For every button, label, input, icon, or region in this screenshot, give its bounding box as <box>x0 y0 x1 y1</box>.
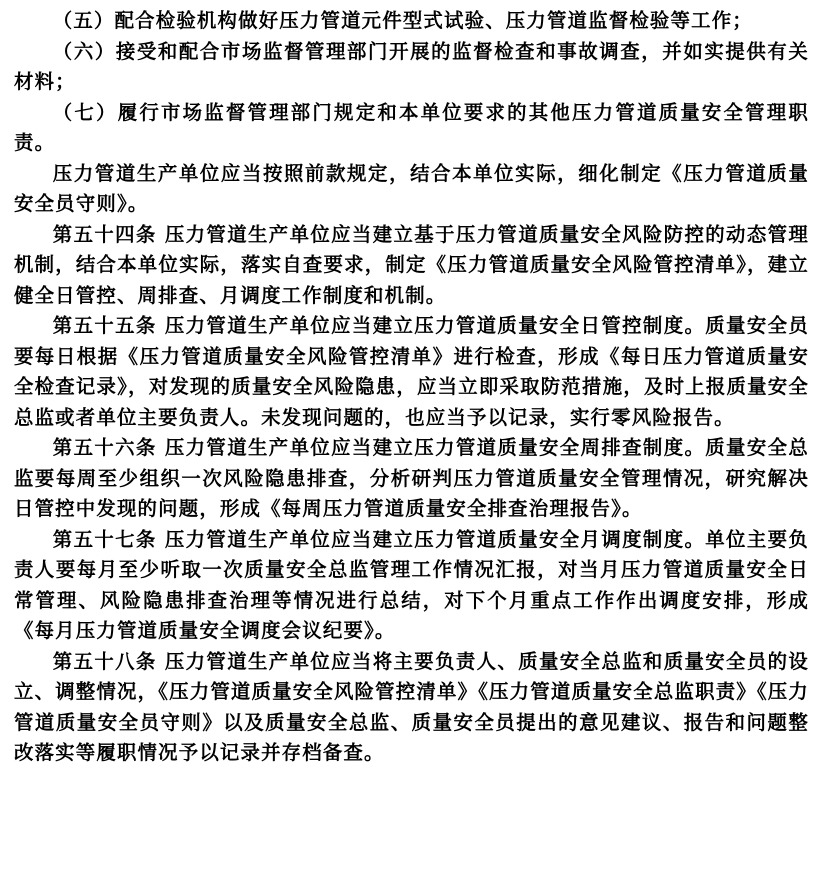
article-58: 第五十八条 压力管道生产单位应当将主要负责人、质量安全总监和质量安全员的设立、调整情况，《压力管道质量安全风险管控清单》《压力管道质量安全总监职责》《压力管道质量安全员守则》以及质量安全总监、质量安全员提出的意见建议、报告和问题整改落实等履职情况予以记录并存档备查。 <box>14 649 809 764</box>
article-54: 第五十四条 压力管道生产单位应当建立基于压力管道质量安全风险防控的动态管理机制，结合本单位实际，落实自查要求，制定《压力管道质量安全风险管控清单》，建立健全日管控、周排查、月调度工作制度和机制。 <box>14 222 809 307</box>
paragraph-item-6: （六）接受和配合市场监督管理部门开展的监督检查和事故调查，并如实提供有关材料； <box>14 39 809 93</box>
paragraph-item-5: （五）配合检验机构做好压力管道元件型式试验、压力管道监督检验等工作； <box>52 9 753 32</box>
paragraph-detail-rule: 压力管道生产单位应当按照前款规定，结合本单位实际，细化制定《压力管道质量安全员守则》。 <box>14 161 809 215</box>
article-57: 第五十七条 压力管道生产单位应当建立压力管道质量安全月调度制度。单位主要负责人要每月至少听取一次质量安全总监管理工作情况汇报，对当月压力管道质量安全日常管理、风险隐患排查治理等情况进行总结，对下个月重点工作作出调度安排，形成《每月压力管道质量安全调度会议纪要》。 <box>14 527 809 642</box>
article-55: 第五十五条 压力管道生产单位应当建立压力管道质量安全日管控制度。质量安全员要每日根据《压力管道质量安全风险管控清单》进行检查，形成《每日压力管道质量安全检查记录》，对发现的质量安全风险隐患，应当立即采取防范措施，及时上报质量安全总监或者单位主要负责人。未发现问题的，也应当予以记录，实行零风险报告。 <box>14 314 809 429</box>
article-56: 第五十六条 压力管道生产单位应当建立压力管道质量安全周排查制度。质量安全总监要每周至少组织一次风险隐患排查，分析研判压力管道质量安全管理情况，研究解决日管控中发现的问题，形成《每周压力管道质量安全排查治理报告》。 <box>14 436 809 520</box>
paragraph-item-7: （七）履行市场监督管理部门规定和本单位要求的其他压力管道质量安全管理职责。 <box>14 100 809 154</box>
